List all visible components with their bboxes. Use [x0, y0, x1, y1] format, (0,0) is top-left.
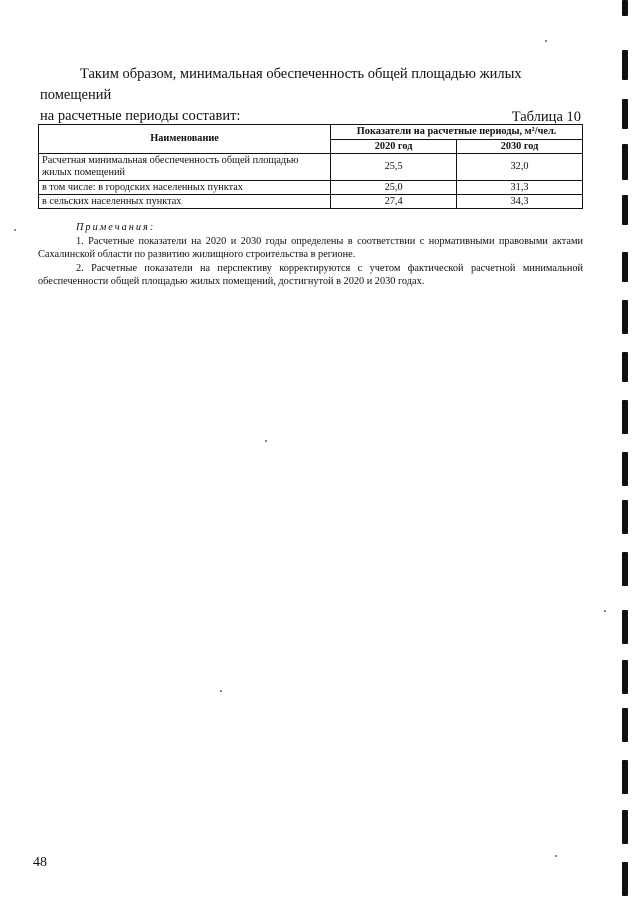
table-caption: Таблица 10	[511, 109, 581, 125]
table-row	[39, 181, 583, 195]
scan-mark	[622, 144, 628, 180]
scan-mark	[622, 99, 628, 129]
scan-speck	[265, 440, 267, 442]
value-2020: 25,5	[331, 154, 457, 181]
value-2020: 25,0	[331, 181, 457, 195]
scan-mark	[622, 862, 628, 896]
value-2030: 32,0	[457, 154, 583, 181]
row-label: в том числе: в городских населенных пунктах	[39, 181, 331, 195]
scan-mark	[622, 352, 628, 382]
intro-line-1: Таким образом, минимальная обеспеченность общей площадью жилых помещений	[40, 66, 522, 103]
scan-mark	[622, 660, 628, 694]
scan-speck	[14, 229, 16, 231]
scan-mark	[622, 610, 628, 644]
row-label: в сельских населенных пунктах	[39, 195, 331, 209]
table-row	[39, 195, 583, 209]
table-header-row	[39, 125, 583, 140]
column-header-2030: 2030 год	[457, 140, 583, 154]
scan-mark	[622, 50, 628, 80]
table-row	[39, 154, 583, 181]
indicators-table	[38, 124, 583, 209]
scan-mark	[622, 195, 628, 225]
scan-mark	[622, 500, 628, 534]
scan-mark	[622, 810, 628, 844]
scan-mark	[622, 760, 628, 794]
scan-mark	[622, 0, 628, 16]
scan-mark	[622, 300, 628, 334]
notes-section	[38, 221, 583, 289]
note-item: 1. Расчетные показатели на 2020 и 2030 годы определены в соответствии с нормативными правовыми актами Сахалинской области по развитию жилищного строительства в регионе.	[38, 235, 583, 260]
column-header-name: Наименование	[39, 125, 331, 154]
column-header-group: Показатели на расчетные периоды, м²/чел.	[331, 125, 583, 140]
notes-heading: Примечания:	[76, 222, 156, 233]
scan-mark	[622, 708, 628, 742]
page-number: 48	[33, 855, 47, 870]
scan-mark	[622, 252, 628, 282]
value-2030: 34,3	[457, 195, 583, 209]
intro-line-2: на расчетные периоды составит:	[40, 108, 241, 124]
scan-mark	[622, 452, 628, 486]
scan-speck	[220, 690, 222, 692]
scan-speck	[604, 610, 606, 612]
scan-mark	[622, 552, 628, 586]
value-2020: 27,4	[331, 195, 457, 209]
value-2030: 31,3	[457, 181, 583, 195]
column-header-2020: 2020 год	[331, 140, 457, 154]
note-item: 2. Расчетные показатели на перспективу корректируются с учетом фактической расчетной минимальной обеспеченности общей площадью жилых помещений, достигнутой в 2020 и 2030 годах.	[38, 262, 583, 287]
scan-speck	[545, 40, 547, 42]
row-label: Расчетная минимальная обеспеченность общей площадью жилых помещений	[39, 154, 331, 181]
scan-mark	[622, 400, 628, 434]
scan-speck	[555, 855, 557, 857]
